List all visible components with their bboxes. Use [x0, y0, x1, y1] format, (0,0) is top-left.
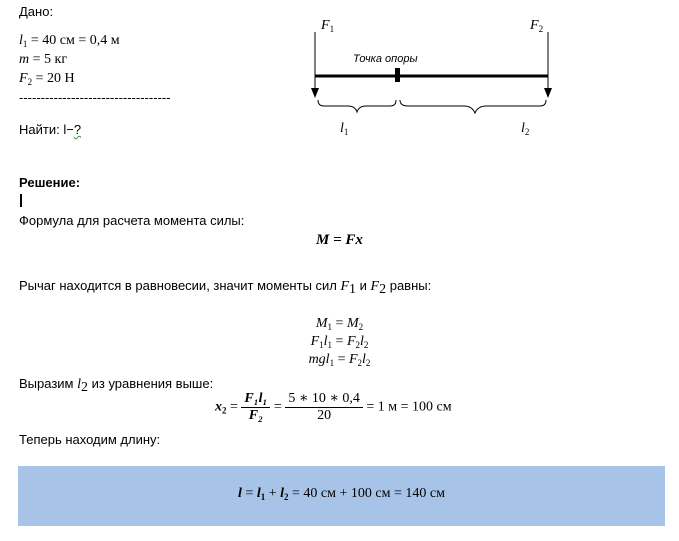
l1-value: = 40 см = 0,4 м — [27, 33, 120, 48]
diagram-F2-symbol: F — [530, 18, 539, 33]
m-symbol: m — [19, 52, 30, 67]
express-text-b: из уравнения выше: — [88, 376, 214, 391]
x2-equation: $x_2$ = $\frac{\text{F₁l₁}}{\text{F₂}}$ = $\frac{5 ∗ 10 ∗ 0,4}{20}$ = 1 м = 100 см — [215, 391, 452, 423]
eq-F2-sub: 2 — [379, 282, 387, 297]
pivot-label: Точка опоры — [353, 53, 418, 65]
diagram-l1-sub: 1 — [343, 127, 349, 137]
fraction-symbolic-num: F₁l₁ — [241, 391, 270, 408]
eq1-b-sub: 2 — [358, 322, 364, 332]
diagram-F2-label — [530, 18, 543, 34]
eq1-b: M — [346, 316, 359, 331]
final-t1: l — [256, 486, 261, 501]
eq3-b2: l — [362, 352, 366, 367]
fraction-numeric — [285, 391, 363, 424]
equilibrium-text-b: равны: — [386, 278, 432, 293]
given-m — [19, 52, 67, 68]
eq3-b: F — [348, 352, 358, 367]
fraction-numeric-num: 5 ∗ 10 ∗ 0,4 — [285, 391, 363, 408]
eq2-b2-sub: 2 — [363, 340, 369, 350]
m-value: = 5 кг — [29, 52, 68, 67]
diagram-F1-symbol: F — [321, 18, 330, 33]
equation-3: $mgl_1 = F_2l_2$ — [308, 352, 371, 368]
diagram-l2-sub: 2 — [524, 127, 530, 137]
fraction-numeric-den: 20 — [317, 408, 332, 423]
given-label: Дано: — [19, 4, 54, 19]
diagram-l2-symbol: l — [521, 121, 525, 136]
equilibrium-text-a: Рычаг находится в равновесии, значит моменты сил — [19, 278, 341, 293]
equilibrium-text — [19, 278, 431, 295]
x2-lhs-sub: 2 — [222, 405, 227, 416]
eq3-b2-sub: 2 — [365, 358, 371, 368]
final-t2-sub: 2 — [284, 492, 289, 502]
l1-sub: 1 — [22, 39, 28, 49]
final-t1-sub: 1 — [260, 492, 266, 502]
final-rest: = 40 см + 100 см = 140 см — [288, 486, 445, 501]
given-separator: ----------------------------------- — [19, 90, 171, 105]
l1-symbol: l — [19, 33, 23, 48]
diagram-l1-symbol: l — [340, 121, 344, 136]
F2-symbol: F — [19, 71, 28, 86]
final-plus: + — [265, 486, 281, 501]
equation-1: $M_1 = M_2$ — [315, 316, 364, 332]
l2-brace — [400, 100, 546, 113]
text-cursor — [20, 194, 22, 207]
l1-brace — [318, 100, 396, 112]
pivot-mark — [395, 68, 400, 82]
now-find-text: Теперь находим длину: — [19, 432, 161, 447]
eq2-a2: l — [323, 334, 328, 349]
eq1-a: M — [315, 316, 328, 331]
x2-lhs: x — [215, 399, 222, 415]
equilibrium-text-and: и — [356, 278, 371, 293]
eq2-a2-sub: 1 — [327, 340, 333, 350]
final-equation — [18, 486, 665, 502]
diagram-l2-label — [521, 121, 529, 137]
eq3-b-sub: 2 — [357, 358, 363, 368]
fraction-symbolic — [241, 391, 270, 424]
eq2-b2: l — [360, 334, 364, 349]
express-l2-symbol: l — [77, 377, 81, 392]
diagram-l1-label — [340, 121, 348, 137]
eq2-b-sub: 2 — [355, 340, 361, 350]
eq-F1-sub: 1 — [349, 282, 357, 297]
fraction-symbolic-den: F₂ — [248, 408, 264, 423]
final-eq-sign: = — [241, 486, 257, 501]
diagram-F1-sub: 1 — [329, 24, 335, 34]
solution-heading: Решение: — [19, 175, 81, 190]
moment-formula: M = Fx — [316, 232, 363, 248]
F2-sub: 2 — [27, 77, 33, 87]
eq3-a-sub: 1 — [329, 358, 335, 368]
eq2-b: F — [346, 334, 356, 349]
diagram-F2-sub: 2 — [538, 24, 544, 34]
F2-arrowhead — [544, 88, 552, 98]
eq2-a: F — [310, 334, 320, 349]
x2-result: = 1 м = 100 см — [362, 399, 452, 415]
F1-arrowhead — [311, 88, 319, 98]
given-F2 — [19, 71, 75, 87]
diagram-F1-label — [321, 18, 334, 34]
eq2-a-sub: 1 — [319, 340, 324, 350]
eq-F2-symbol: F — [370, 279, 380, 294]
find-line — [19, 122, 81, 137]
express-l2-sub: 2 — [81, 380, 88, 395]
express-text-a: Выразим — [19, 376, 78, 391]
express-text — [19, 376, 213, 393]
final-result-box — [18, 466, 665, 526]
eq-F1-symbol: F — [340, 279, 350, 294]
find-unknown: ? — [73, 122, 82, 137]
final-lhs: l — [238, 486, 242, 501]
F2-value: = 20 Н — [32, 71, 75, 86]
eq3-a: mgl — [308, 352, 330, 367]
moment-intro: Формула для расчета момента силы: — [19, 213, 245, 228]
given-l1 — [19, 33, 120, 49]
find-label: Найти: l− — [19, 122, 74, 137]
final-t2: l — [280, 486, 285, 501]
eq1-a-sub: 1 — [327, 322, 333, 332]
equation-2: $F_1l_1 = F_2l_2$ — [310, 334, 369, 350]
